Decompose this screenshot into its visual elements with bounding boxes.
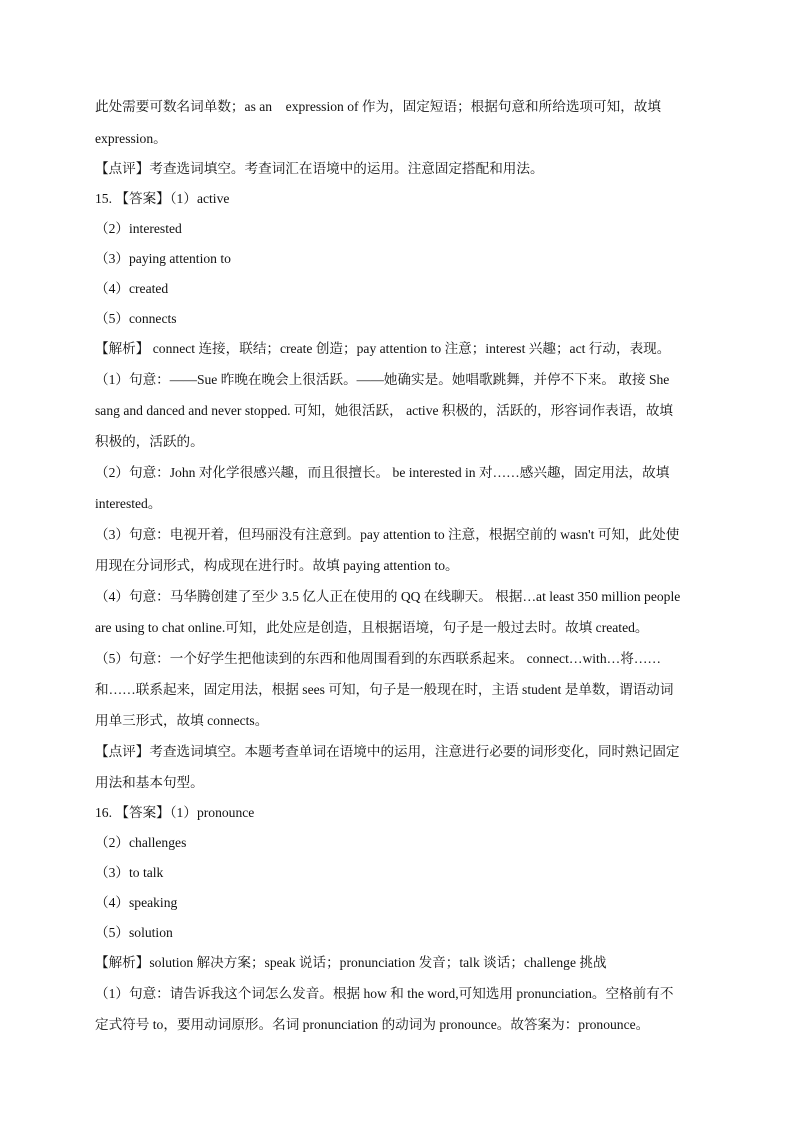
text-line: （1）句意：——Sue 昨晚在晚会上很活跃。——她确实是。她唱歌跳舞，并停不下来。 敢接 She bbox=[95, 372, 670, 387]
answer-heading: 16. 【答案】（1）pronounce bbox=[95, 805, 255, 820]
answer-item: （5）connects bbox=[95, 311, 177, 326]
text-line: 【点评】考查选词填空。本题考查单词在语境中的运用，注意进行必要的词形变化，同时熟记固定 bbox=[95, 744, 680, 759]
answer-item: （4）speaking bbox=[95, 895, 178, 910]
answer-item: （3）to talk bbox=[95, 865, 164, 880]
analysis-line: 【解析】solution 解决方案；speak 说话；pronunciation 发音；talk 谈话；challenge 挑战 bbox=[95, 955, 607, 970]
answer-item: （4）created bbox=[95, 281, 169, 296]
text-line: 【点评】考查选词填空。考查词汇在语境中的运用。注意固定搭配和用法。 bbox=[95, 161, 544, 176]
answer-heading: 15. 【答案】（1）active bbox=[95, 191, 230, 206]
text-line: （3）句意：电视开着，但玛丽没有注意到。pay attention to 注意，根据空前的 wasn't 可知，此处使 bbox=[95, 527, 680, 542]
text-line: （4）句意：马华腾创建了至少 3.5 亿人正在使用的 QQ 在线聊天。 根据…at least 350 million people bbox=[95, 589, 681, 604]
text-line: expression。 bbox=[95, 131, 167, 146]
text-line: （2）句意：John 对化学很感兴趣，而且很擅长。 be interested in 对……感兴趣，固定用法，故填 bbox=[95, 465, 670, 480]
text-line: are using to chat online.可知，此处应是创造，且根据语境，句子是一般过去时。故填 created。 bbox=[95, 620, 649, 635]
answer-item: （3）paying attention to bbox=[95, 251, 231, 266]
text-line: 定式符号 to，要用动词原形。名词 pronunciation 的动词为 pronounce。故答案为：pronounce。 bbox=[95, 1017, 650, 1032]
text-line: 用法和基本句型。 bbox=[95, 775, 204, 790]
answer-item: （2）challenges bbox=[95, 835, 187, 850]
text-line: 和……联系起来，固定用法，根据 sees 可知，句子是一般现在时，主语 student 是单数，谓语动词 bbox=[95, 682, 674, 697]
text-line: 积极的，活跃的。 bbox=[95, 434, 204, 449]
analysis-line: 【解析】 connect 连接，联结；create 创造；pay attention to 注意；interest 兴趣；act 行动，表现。 bbox=[95, 341, 671, 356]
text-line: （1）句意：请告诉我这个词怎么发音。根据 how 和 the word,可知选用 pronunciation。空格前有不 bbox=[95, 986, 674, 1001]
text-line: 用单三形式，故填 connects。 bbox=[95, 713, 269, 728]
text-line: 用现在分词形式，构成现在进行时。故填 paying attention to。 bbox=[95, 558, 459, 573]
answer-item: （5）solution bbox=[95, 925, 173, 940]
text-line: sang and danced and never stopped. 可知，她很活跃， active 积极的，活跃的，形容词作表语，故填 bbox=[95, 403, 674, 418]
text-line: 此处需要可数名词单数；as an expression of 作为，固定短语；根据句意和所给选项可知，故填 bbox=[95, 99, 661, 114]
text-line: interested。 bbox=[95, 496, 162, 511]
text-line: （5）句意：一个好学生把他读到的东西和他周围看到的东西联系起来。 connect…with…将…… bbox=[95, 651, 662, 666]
answer-item: （2）interested bbox=[95, 221, 182, 236]
